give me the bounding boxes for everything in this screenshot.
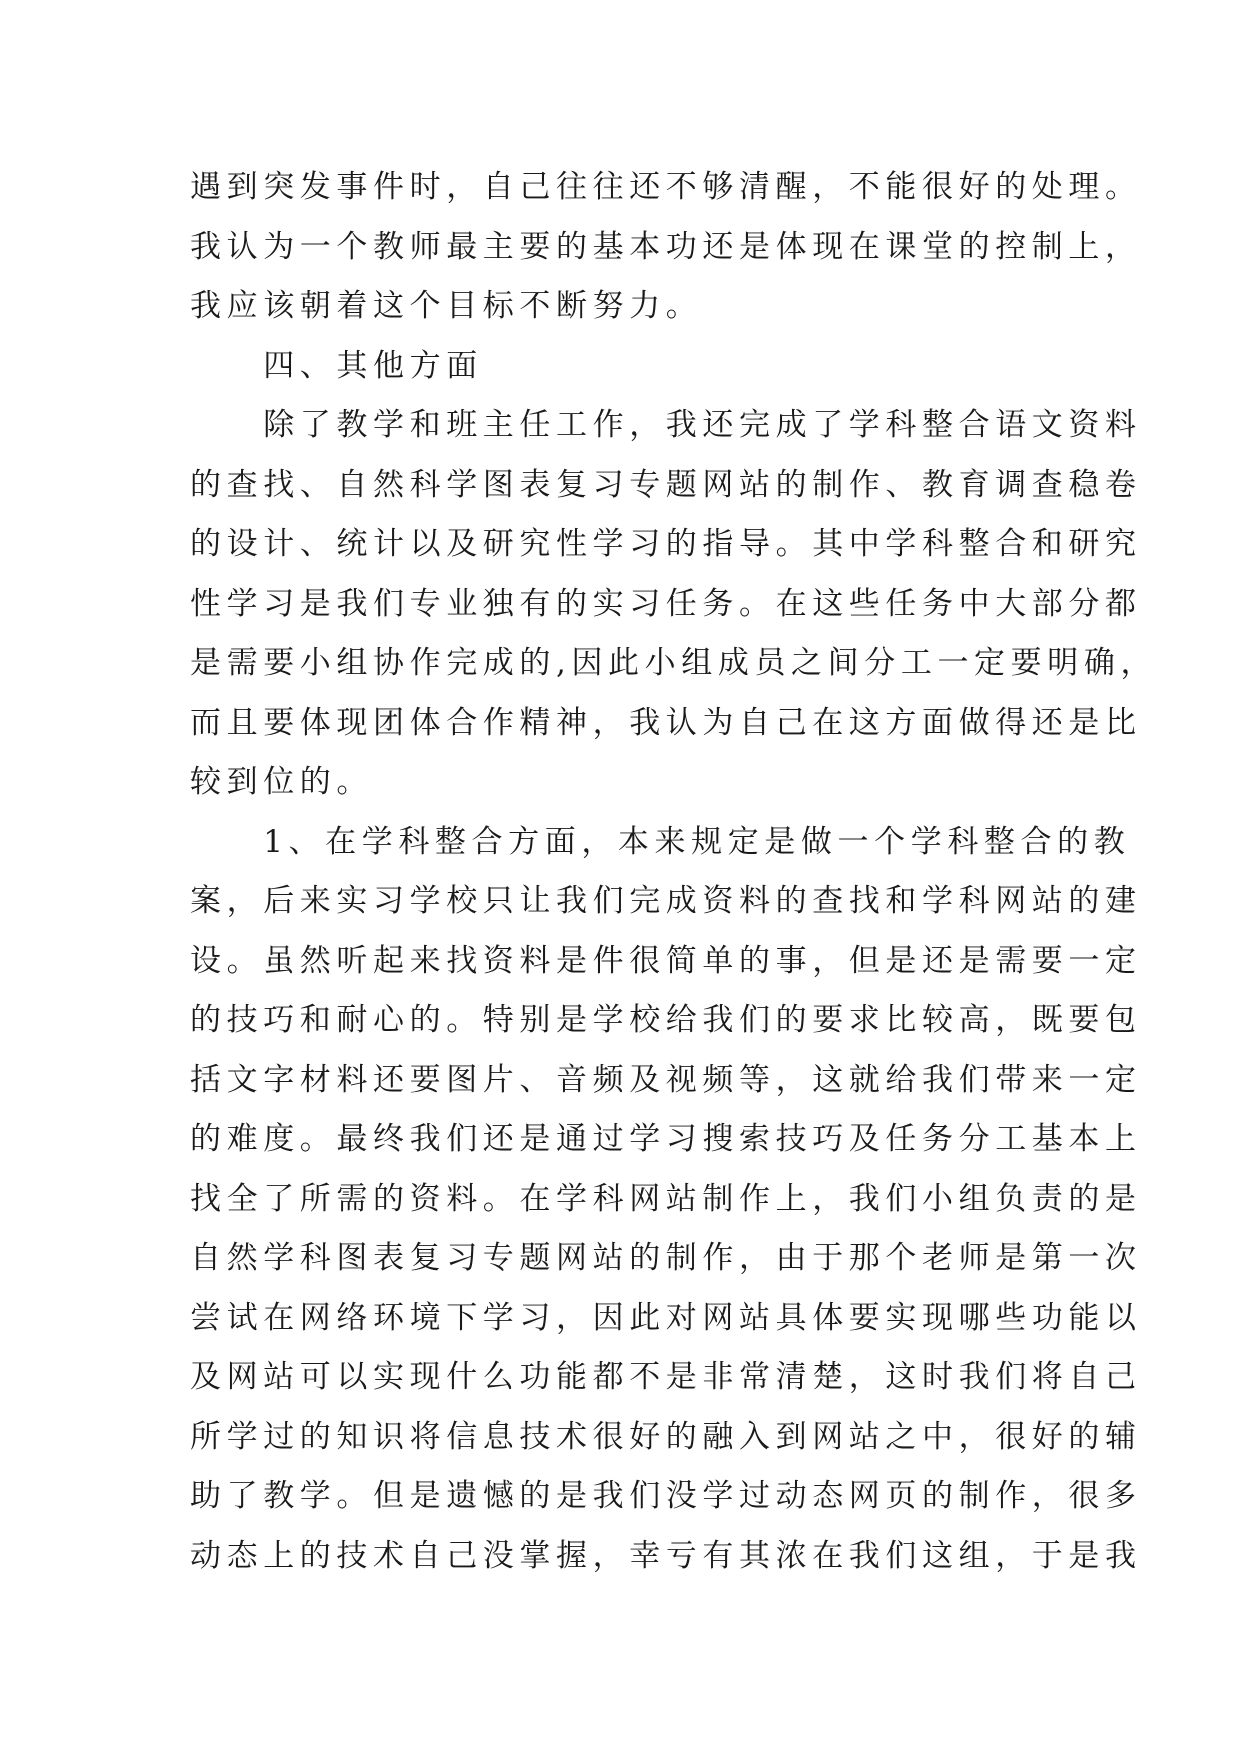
text-line: 的难度。最终我们还是通过学习搜索技巧及任务分工基本上: [190, 1121, 1142, 1157]
text-line: 动态上的技术自己没掌握，幸亏有其浓在我们这组，于是我: [190, 1537, 1142, 1574]
text-line: 所学过的知识将信息技术很好的融入到网站之中，很好的辅: [190, 1418, 1142, 1455]
text-line: 性学习是我们专业独有的实习任务。在这些任务中大部分都: [190, 585, 1142, 622]
text-line: 我应该朝着这个目标不断努力。: [190, 288, 703, 324]
text-line: 的设计、统计以及研究性学习的指导。其中学科整合和研究: [190, 526, 1142, 562]
text-line: 找全了所需的资料。在学科网站制作上，我们小组负责的是: [190, 1180, 1142, 1217]
body-text: [190, 158, 1158, 1586]
text-line: 是需要小组协作完成的,因此小组成员之间分工一定要明确，: [190, 645, 1158, 681]
text-line: 1、在学科整合方面，本来规定是做一个学科整合的教: [190, 823, 1131, 860]
text-line: 自然学科图表复习专题网站的制作，由于那个老师是第一次: [190, 1240, 1142, 1276]
text-line: 除了教学和班主任工作，我还完成了学科整合语文资料: [190, 407, 1142, 443]
text-line: 设。虽然听起来找资料是件很简单的事，但是还是需要一定: [190, 942, 1142, 979]
text-line: 而且要体现团体合作精神，我认为自己在这方面做得还是比: [190, 704, 1142, 741]
text-line: 的技巧和耐心的。特别是学校给我们的要求比较高，既要包: [190, 1002, 1142, 1038]
text-line: 尝试在网络环境下学习，因此对网站具体要实现哪些功能以: [190, 1299, 1142, 1336]
text-line: 较到位的。: [190, 764, 373, 800]
text-line: 及网站可以实现什么功能都不是非常清楚，这时我们将自己: [190, 1359, 1142, 1395]
text-line: 遇到突发事件时，自己往往还不够清醒，不能很好的处理。: [190, 169, 1142, 205]
text-line: 括文字材料还要图片、音频及视频等，这就给我们带来一定: [190, 1061, 1142, 1098]
text-line: 案，后来实习学校只让我们完成资料的查找和学科网站的建: [190, 883, 1142, 919]
text-line: 助了教学。但是遗憾的是我们没学过动态网页的制作，很多: [190, 1478, 1142, 1514]
text-line: 我认为一个教师最主要的基本功还是体现在课堂的控制上，: [190, 228, 1142, 265]
text-line: 的查找、自然科学图表复习专题网站的制作、教育调查稳卷: [190, 466, 1142, 503]
section-heading: 四、其他方面: [190, 347, 483, 384]
